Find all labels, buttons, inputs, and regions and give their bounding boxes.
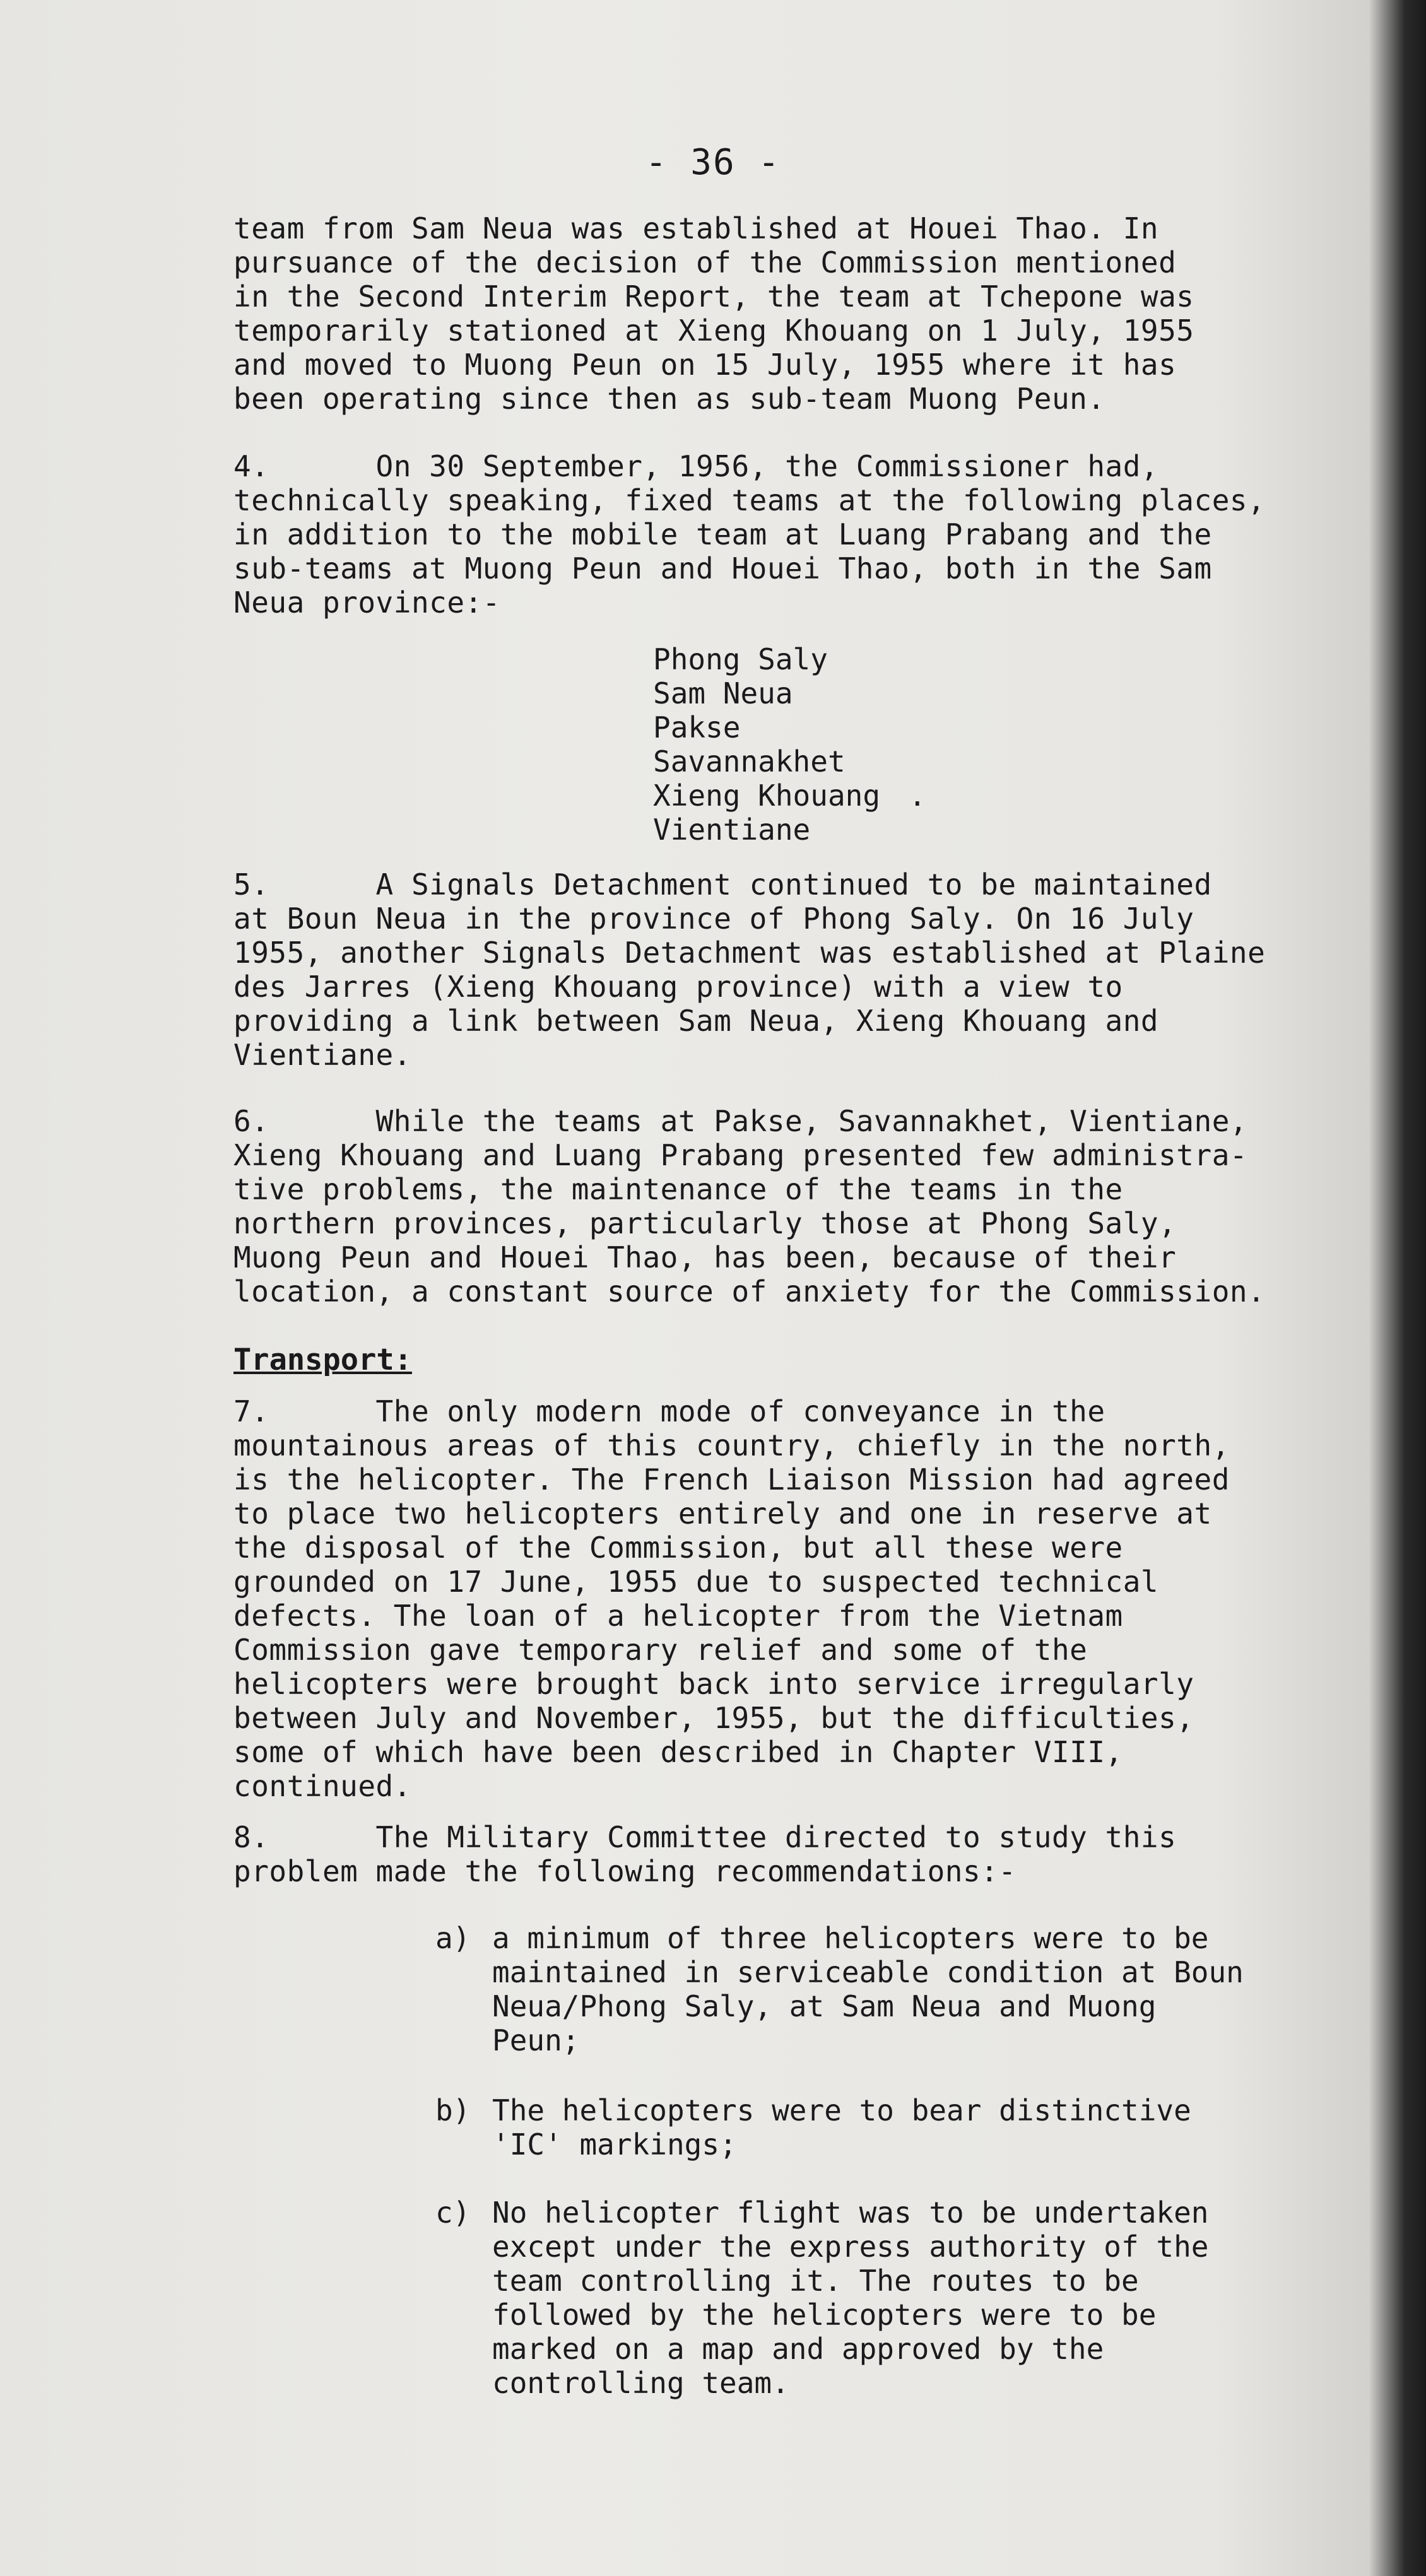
place-list-item: Phong Saly (653, 642, 828, 676)
paragraph-7: 7. The only modern mode of conveyance in the mountainous areas of this country, chiefly in the north, is the helicopter. The French Liaison Mission had agreed to place two helicopters entirely and one in reserve at the disposal of the Commission, but all these were grounded on 17 June, 1955 due to suspected technical defects. The loan of a helicopter from the Vietnam Commission gave temporary relief and some of the helicopters were brought back into service irregularly between July and November, 1955, but the difficulties, some of which have been described in Chapter VIII, continued. (233, 1394, 1230, 1803)
place-list-item: Pakse (653, 710, 741, 744)
page-number: - 36 - (645, 142, 781, 183)
place-list-trailing-mark: . (909, 779, 926, 813)
recommendation-label: c) (435, 2196, 471, 2230)
place-list-item: Xieng Khouang (653, 779, 881, 813)
recommendation-text: The helicopters were to bear distinctive 'IC' markings; (492, 2093, 1191, 2161)
recommendation-text: No helicopter flight was to be undertaken except under the express authority of the team controlling it. The routes to be followed by the helicopters were to be marked on a map and approved by the controlling team. (492, 2196, 1209, 2400)
recommendation-label: a) (435, 1921, 471, 1955)
place-list-item: Savannakhet (653, 744, 846, 779)
paragraph-5: 5. A Signals Detachment continued to be maintained at Boun Neua in the province of Phong Saly. On 16 July 1955, another Signals Detachment was established at Plaine des Jarres (Xieng Khouang province) with a view to providing a link between Sam Neua, Xieng Khouang and Vientiane. (233, 867, 1266, 1072)
paragraph-6: 6. While the teams at Pakse, Savannakhet, Vientiane, Xieng Khouang and Luang Prabang presented few administra- tive problems, the maintenance of the teams in the northern provinces, particularly those at Phong Saly, Muong Peun and Houei Thao, has been, because of their location, a constant source of anxiety for the Commission. (233, 1104, 1266, 1309)
paragraph-intro: team from Sam Neua was established at Houei Thao. In pursuance of the decision of the Commission mentioned in the Second Interim Report, the team at Tchepone was temporarily stationed at Xieng Khouang on 1 July, 1955 and moved to Muong Peun on 15 July, 1955 where it has been operating since then as sub-team Muong Peun. (233, 211, 1194, 416)
paragraph-4: 4. On 30 September, 1956, the Commissioner had, technically speaking, fixed teams at the following places, in addition to the mobile team at Luang Prabang and the sub-teams at Muong Peun and Houei Thao, both in the Sam Neua province:- (233, 449, 1266, 620)
place-list-item: Sam Neua (653, 676, 793, 710)
recommendation-label: b) (435, 2093, 471, 2127)
place-list-item: Vientiane (653, 813, 811, 847)
heading-transport: Transport: (233, 1343, 412, 1377)
recommendation-text: a minimum of three helicopters were to be maintained in serviceable condition at Boun Neua/Phong Saly, at Sam Neua and Muong Peun; (492, 1921, 1244, 2057)
paragraph-8: 8. The Military Committee directed to study this problem made the following recommendations:- (233, 1820, 1177, 1888)
